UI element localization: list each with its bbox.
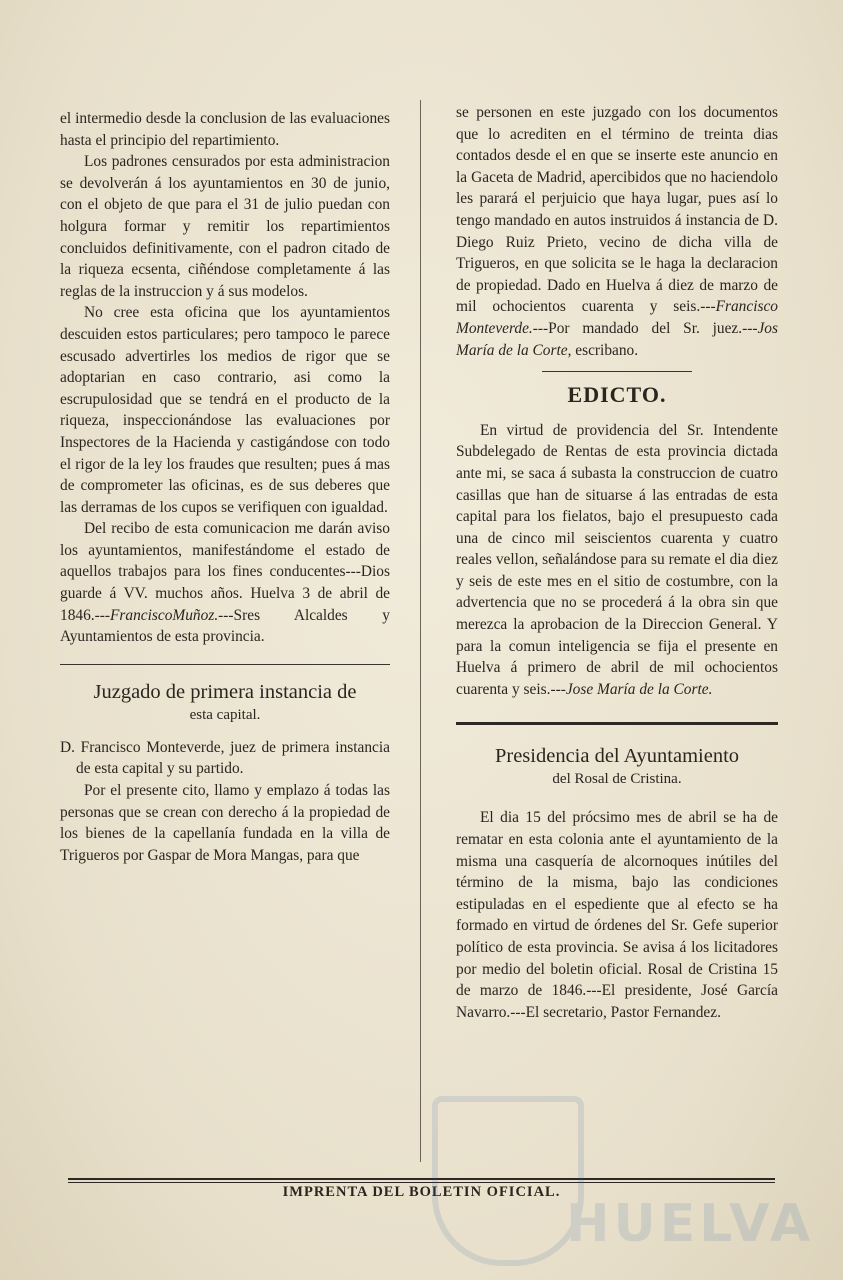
juzgado-heading: Juzgado de primera instancia de — [93, 680, 357, 703]
juzgado-continuation — [456, 102, 778, 361]
section-divider — [60, 664, 390, 665]
short-divider — [542, 371, 692, 372]
column-divider — [420, 100, 421, 1162]
edicto-body — [456, 420, 778, 701]
watermark — [432, 1082, 815, 1272]
continuation-mid: ---Por mandado del Sr. juez.--- — [532, 319, 758, 337]
juzgado-intro: D. Francisco Monteverde, juez de primera instancia de esta capital y su partido. — [60, 738, 390, 778]
left-paragraph-4 — [60, 518, 390, 648]
right-column — [456, 102, 778, 1023]
left-paragraph-1: el intermedio desde la conclusion de las evaluaciones hasta el principio del repartimiento. — [60, 110, 390, 149]
circular-body: Del recibo de esta comunicacion me darán aviso los ayuntamientos, manifestándome el estado de aquellos trabajos para los fines conducentes---Dios guarde á VV. muchos años. Huelva 3 de abril de 1846.--- — [60, 520, 390, 624]
judge-signature: Francisco Monteverde. — [456, 298, 778, 337]
shield-icon — [432, 1096, 584, 1266]
continuation-body: se personen en este juzgado con los documentos que lo acrediten en el término de treinta dias contados desde el en que se inserte este anuncio en la Gaceta de Madrid, apercibidos que no haciendolo les parará el perjuicio que haya lugar, pues así lo tengo mandado en autos instruidos á instancia de D. Diego Ruiz Prieto, vecino de dicha villa de Trigueros, en que solicita se le haga la declaracion de propiedad. Dado en Huelva á diez de marzo de mil ochocientos cuarenta y seis.--- — [456, 104, 778, 316]
imprint-footer: IMPRENTA DEL BOLETIN OFICIAL. — [282, 1184, 561, 1200]
juzgado-body: Por el presente cito, llamo y emplazo á todas las personas que se crean con derecho á la propiedad de los bienes de la capellanía fundada en la villa de Trigueros por Gaspar de Mora Mangas, para que — [60, 782, 390, 864]
juzgado-subheading: esta capital. — [189, 706, 261, 723]
presidencia-body: El dia 15 del prócsimo mes de abril se ha de rematar en esta colonia ante el ayuntamiento de la misma una casquería de alcornoques inútiles del término de la misma, bajo las condiciones estipuladas en el espediente que al efecto se ha formado en virtud de órdenes del Sr. Gefe superior político de esta provincia. Se avisa á los licitadores por medio del boletin oficial. Rosal de Cristina 15 de marzo de 1846.---El presidente, José García Navarro.---El secretario, Pastor Fernandez. — [456, 809, 778, 1021]
circular-signature: FranciscoMuñoz. — [110, 606, 219, 624]
circular-addressee: ---Sres Alcaldes y Ayuntamientos de esta provincia. — [60, 606, 390, 646]
thick-divider — [456, 722, 778, 725]
edicto-heading: EDICTO. — [567, 382, 667, 408]
left-paragraph-3: No cree esta oficina que los ayuntamientos descuiden estos particulares; pero tampoco le parece escusado advertirles los medios de rigor que se adoptarian en caso contrario, asi como la escrupulosidad que se tendrá en el producto de la riqueza, inspeccionándose las evaluaciones por Inspectores de la Hacienda y castigándose con todo el rigor de la ley los fraudes que resulten; pues á mas de comprometer las oficinas, es de sus deberes que las derramas de los cupos se verifiquen con igualdad. — [60, 304, 390, 516]
edicto-text: En virtud de providencia del Sr. Intendente Subdelegado de Rentas de esta provincia dictada ante mi, se saca á subasta la construccion de cuatro casillas que han de situarse á las entradas de esta capital para los fielatos, bajo el presupuesto cada una de cinco mil seiscientos cuarenta y cuatro reales vellon, señalándose para su remate el dia diez y seis de este mes en el sitio de costumbre, con la advertencia que no se procederá á la obra sin que merezca la aprobacion de la Direccion General. Y para la comun inteligencia se fija el presente en Huelva á primero de abril de mil ochocientos cuarenta y seis.--- — [456, 421, 778, 698]
presidencia-subheading: del Rosal de Cristina. — [552, 771, 682, 788]
presidencia-heading: Presidencia del Ayuntamiento — [494, 745, 740, 768]
watermark-text: HUELVA — [566, 1194, 815, 1254]
edicto-signature: Jose María de la Corte. — [565, 680, 713, 698]
clerk-signature: Jos María de la Corte — [456, 319, 778, 359]
left-column — [60, 108, 390, 866]
left-paragraph-2: Los padrones censurados por esta administracion se devolverán á los ayuntamientos en 30 de junio, con el objeto de que para el 31 de julio puedan con holgura formar y remitir los repartimientos concluidos definitivamente, con el padron citado de la riqueza ecsenta, ciñéndose completamente á las reglas de la instruccion y á sus modelos. — [60, 153, 390, 300]
continuation-end: , escribano. — [567, 341, 639, 359]
